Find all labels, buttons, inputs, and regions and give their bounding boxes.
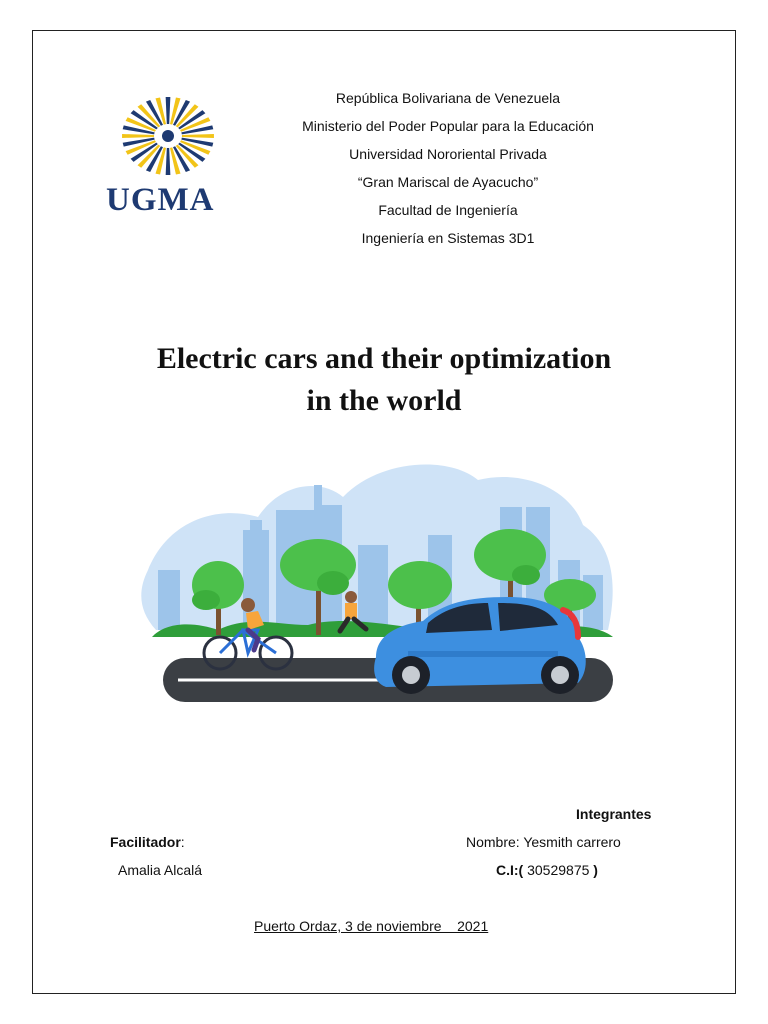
header-line-ministry: Ministerio del Poder Popular para la Educación <box>302 118 594 134</box>
id-label: C.I:( <box>496 862 524 878</box>
title-line-1: Electric cars and their optimization <box>156 342 612 375</box>
member-name: Nombre: Yesmith carrero <box>466 834 621 850</box>
electric-car-city-illustration <box>108 425 660 725</box>
header-line-program: Ingeniería en Sistemas 3D1 <box>361 230 535 246</box>
facilitator-label-text: Facilitador <box>110 834 181 850</box>
header-line-name: “Gran Mariscal de Ayacucho” <box>357 174 539 190</box>
header-line-university: Universidad Nororiental Privada <box>349 146 547 162</box>
header-line-faculty: Facultad de Ingeniería <box>378 202 518 218</box>
facilitator-name: Amalia Alcalá <box>118 862 203 878</box>
member-id <box>496 862 598 878</box>
id-close: ) <box>593 862 598 878</box>
facilitator-colon: : <box>180 834 185 850</box>
members-heading: Integrantes <box>576 806 652 822</box>
document-title <box>60 338 708 422</box>
header-line-republic: República Bolivariana de Venezuela <box>335 90 561 106</box>
ugma-sun-emblem-icon <box>106 84 232 184</box>
institution-header <box>230 84 666 252</box>
ugma-logo <box>106 84 232 224</box>
facilitator-label <box>110 834 185 850</box>
logo-text: UGMA <box>106 182 215 218</box>
place-date: Puerto Ordaz, 3 de noviembre 2021 <box>254 918 489 934</box>
title-line-2: in the world <box>306 384 462 417</box>
id-value: 30529875 <box>523 862 594 878</box>
